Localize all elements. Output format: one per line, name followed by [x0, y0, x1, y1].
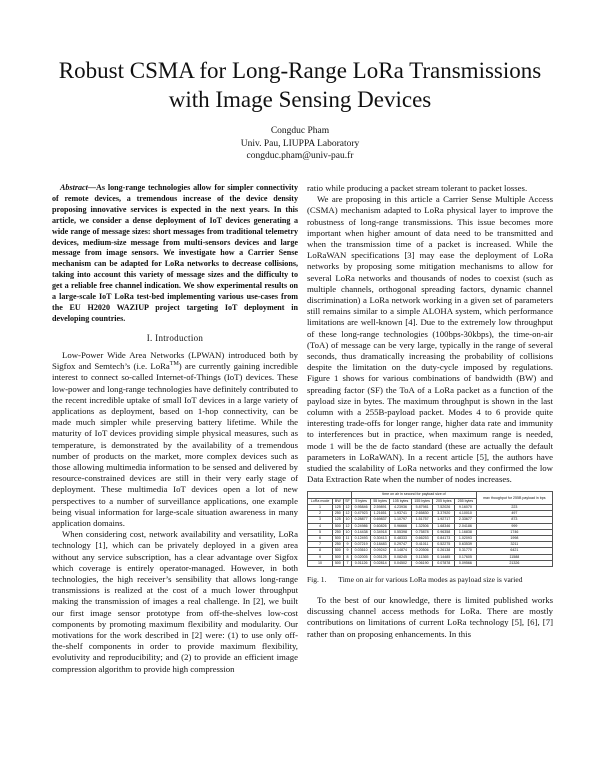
table-cell: 8 [308, 548, 333, 554]
table-cell: 11588 [476, 554, 552, 560]
figure-caption [307, 575, 553, 585]
table-cell: 0.09566 [455, 560, 477, 566]
table-header-cell: LoRa mode [308, 498, 333, 504]
table-cell: 0.48333 [390, 535, 412, 541]
table-cell: 0.18483 [370, 542, 389, 548]
table-cell: 2.65830 [411, 511, 433, 517]
right-paragraph-1: We are proposing in this article a Carrier Sense Multiple Access (CSMA) mechanism adapted to LoRa physical layer to improve the robustness of long-range transmissions. This issue becomes more important when higher amount of data need to be transmitted and when the transmission time of a packet is increased. While the LoRaWAN specifications [3] may ease the deployment of LoRa networks by proposing some mitigation mechanisms to allow for several LoRa networks and thousands of nodes to coexist (such as multiple channels, orthogonal spreading factors, dynamic channel discrimination) a LoRa network working in a given set of parameters still remains similar to a simple ALOHA system, which performance limitations are well-known [4]. Due to the extremely low throughput of these long-range technologies (100bps-30kbps), the time-on-air (ToA) of message can be very large, typically in the range of several seconds, thus dramatically increasing the probability of collisions despite the limitation on the duty-cycle imposed by regulations. Figure 1 shows for various combinations of bandwidth (BW) and spreading factor (SF) the ToA of a LoRa packet as a function of the payload size in bytes. The maximum throughput is shown in the last column with a 255B-payload packet. Modes 4 to 6 provide quite interesting trade-offs for longer range, higher data rate and immunity to interferences but in practice, when maximum range is needed, mode 1 will be the de facto standard (these are actually the default parameters in LoRaWAN). In a recent article [5], the authors have studied the scalability of LoRa networks and they confirmed the low Data Extraction Rate when the number of nodes increases. [307, 194, 553, 485]
table-cell: 0.08245 [390, 554, 412, 560]
table-cell: 0.55398 [390, 529, 412, 535]
author-email: congduc.pham@univ-pau.fr [246, 151, 354, 161]
right-column [307, 183, 553, 640]
table-cell: 0.66253 [411, 535, 433, 541]
table-cell: 500 [333, 548, 343, 554]
table-cell: 0.75878 [411, 529, 433, 535]
table-cell: 0.12493 [352, 535, 371, 541]
author-block [100, 125, 500, 163]
table-cell: 1.92717 [433, 517, 455, 523]
table-cell: 0.84173 [433, 535, 455, 541]
title-line-2: with Image Sensing Devices [168, 87, 432, 112]
table-cell: 125 [333, 517, 343, 523]
table-cell: 250 [333, 511, 343, 517]
intro-paragraph-2: When considering cost, network availability and versatility, LoRa technology [1], which can be privately deployed in a given area without any service subscription, has a clear advantage over Sigfox which coverage is entirely operator-managed. However, in both technologies, the high receiver’s sensibility that allows long-range transmissions is realized at the cost of a much lower throughput making the transmission of images a real challenge. In [2], we built our first image sensor prototype from off-the-shelves low-cost components by promoting maximum flexibility and modularity. Our motivations for the work described in [2] were: (1) to use only off-the-shelf components in order to provide maximum flexibility, evolutivity and reproducibility; and (2) to provide an efficient image compression algorithm to provide high compression [52, 529, 298, 674]
table-cell: 500 [333, 554, 343, 560]
table-cell: 9 [343, 542, 352, 548]
table-row [308, 560, 553, 566]
table-cell: 0.34918 [370, 529, 389, 535]
right-paragraph-2: To the best of our knowledge, there is limited published works discussing channel access methods for LoRa. There are mostly contributions on limitations of current LoRa technology [5], [6], [7] rather than on proposing enhancements. In this [307, 594, 553, 639]
table-cell: 0.03610 [352, 548, 371, 554]
abstract-text: —As long-range technologies allow for simpler connectivity of remote devices, a tremendous increase of the device density proposing innovative services is expected in the next years. In this article, we consider a dense deployment of IoT devices generating a wide range of message sizes: short messages from traditional telemetry devices, medium-size message from multi-sensors devices and large message from image sensors. We investigate how a Carrier Sense mechanism can be adapted for LoRa networks to decrease collisions, taking into account this variety of message sizes and the difficulty to get a reliable free channel indication. We show experimental results on a large-scale IoT LoRa test-bed implementing various use-cases from the EU H2020 WAZIUP project targeting IoT deployment in developing countries. [52, 183, 298, 323]
table-header-cell: 5 bytes [352, 498, 371, 504]
trademark-superscript: TM [169, 361, 179, 368]
table-header-cell: 55 bytes [370, 498, 389, 504]
table-header-cell: SF [343, 498, 352, 504]
table-header-cell: BW [333, 498, 343, 504]
table-cell: 10 [308, 560, 333, 566]
table-cell: 0.96358 [433, 529, 455, 535]
figure-caption-text: Time on air for various LoRa modes as payload size is varied [338, 574, 523, 584]
left-column [52, 183, 298, 675]
table-cell: 223 [476, 504, 552, 510]
table-cell: 0.04502 [390, 560, 412, 566]
table-cell: 10 [343, 517, 352, 523]
table-cell: 2.33677 [455, 517, 477, 523]
table-cell: 7.52026 [433, 504, 455, 510]
table-cell: 0.07878 [433, 560, 455, 566]
table-cell: 12 [343, 504, 352, 510]
table-cell: 0.01126 [352, 560, 371, 566]
table-cell: 0.09242 [370, 548, 389, 554]
table-header-cell: 105 bytes [390, 498, 412, 504]
table-cell: 0.52275 [433, 542, 455, 548]
table-cell: 999 [476, 523, 552, 529]
table-cell: 4.10010 [455, 511, 477, 517]
table-cell: 0.07219 [352, 542, 371, 548]
table-cell: 0.06190 [411, 560, 433, 566]
table-cell: 2.59891 [370, 504, 389, 510]
table-cell: 0.20506 [411, 548, 433, 554]
table-cell: 1.68346 [433, 523, 455, 529]
table-cell: 1998 [476, 535, 552, 541]
table-cell: 7 [308, 542, 333, 548]
figure-caption-label: Fig. 1. [307, 574, 327, 584]
table-cell: 2.04186 [455, 523, 477, 529]
table-cell: 0.14874 [390, 548, 412, 554]
toa-table [307, 491, 553, 566]
table-cell: 0.63539 [455, 542, 477, 548]
table-body [308, 504, 553, 566]
table-cell: 0.30413 [370, 535, 389, 541]
right-paragraph-continuation: ratio while producing a packet stream tolerant to packet losses. [307, 183, 528, 193]
table-cell: 0.11365 [411, 554, 433, 560]
table-cell: 3.37920 [433, 511, 455, 517]
table-cell: 0.02005 [352, 554, 371, 560]
author-name: Congduc Pham [270, 126, 330, 136]
table-cell: 9.16070 [455, 504, 477, 510]
table-cell: 8 [343, 554, 352, 560]
table-header-cell: 205 bytes [433, 498, 455, 504]
author-affiliation: Univ. Pau, LIUPPA Laboratory [240, 138, 360, 149]
table-cell: 0.26138 [433, 548, 455, 554]
table-cell: 1.16838 [455, 529, 477, 535]
table-cell: 10 [343, 529, 352, 535]
abstract [52, 183, 298, 325]
table-cell: 0.17605 [455, 554, 477, 560]
table-cell: 125 [333, 504, 343, 510]
table-cell: 0.31770 [455, 548, 477, 554]
table-cell: 0.96666 [390, 523, 412, 529]
intro-paragraph-1-part-b: ) are currently gaining incredible interest to connect so-called Internet-of-Things (IoT) devices. These low-power and long-range technologies have definitely contributed to the recent incredible uptake of small IoT devices in a large variety of applications as deployment, based on 1-hop connectivity, can be made much simpler while preserving battery lifetime. While the maturity of IoT devices providing simple physical measures, such as temperature, is demonstrated by the availability of a tremendous number of products on the market, more complex devices such as those allowing multimedia information to be sensed and delivered by resource-constrained devices are still in their very early stage of deployment. These multimedia IoT devices open a lot of new perspectives to a number of surveillance applications, one example being visual information for large-scale situation awareness in many application domains. [52, 361, 299, 529]
abstract-label: Abstract [60, 183, 88, 192]
table-cell: 500 [333, 535, 343, 541]
table-cell: 0.02814 [370, 560, 389, 566]
table-cell: 12 [343, 511, 352, 517]
table-cell: 9 [343, 548, 352, 554]
table-cell: 1.32506 [411, 523, 433, 529]
table-cell: 1.10797 [390, 517, 412, 523]
table-cell: 0.28877 [352, 517, 371, 523]
table-cell: 0.14438 [352, 529, 371, 535]
table-cell: 250 [333, 529, 343, 535]
table-cell: 12 [343, 523, 352, 529]
table-cell: 1.02093 [455, 535, 477, 541]
table-cell: 3211 [476, 542, 552, 548]
table-cell: 497 [476, 511, 552, 517]
table-cell: 0.29747 [390, 542, 412, 548]
figure-1 [307, 491, 553, 566]
table-cell: 6 [308, 535, 333, 541]
table-cell: 21326 [476, 560, 552, 566]
table-cell: 3 [308, 517, 333, 523]
table-header-cell: max thoughput for 255B payload in bps [476, 492, 552, 504]
table-cell: 2 [308, 511, 333, 517]
table-cell: 5.87981 [411, 504, 433, 510]
paper-title [20, 56, 580, 114]
intro-paragraph-1 [52, 350, 298, 529]
table-header-cell: 155 bytes [411, 498, 433, 504]
table-cell: 4.23936 [390, 504, 412, 510]
table-cell: 5 [308, 529, 333, 535]
table-cell: 873 [476, 517, 552, 523]
table-cell: 11 [343, 535, 352, 541]
section-heading-introduction: I. Introduction [146, 332, 204, 343]
table-cell: 0.05125 [370, 554, 389, 560]
table-cell: 1746 [476, 529, 552, 535]
table-cell: 250 [333, 542, 343, 548]
table-cell: 500 [333, 560, 343, 566]
table-cell: 1.21651 [370, 511, 389, 517]
table-cell: 6421 [476, 548, 552, 554]
table-header-cell: 255 bytes [455, 498, 477, 504]
table-cell: 1.51757 [411, 517, 433, 523]
table-cell: 4 [308, 523, 333, 529]
table-super-header: time on air in second for payload size of [352, 492, 476, 498]
table-cell: 1.93741 [390, 511, 412, 517]
table-cell: 500 [333, 523, 343, 529]
title-line-1: Robust CSMA for Long-Range LoRa Transmissions [58, 58, 542, 83]
table-cell: 0.14485 [433, 554, 455, 560]
table-cell: 0.60826 [370, 523, 389, 529]
table-cell: 0.69837 [370, 517, 389, 523]
table-cell: 1 [308, 504, 333, 510]
intro-paragraph-1-part-a: Low-Power Wide Area Networks (LPWAN) introduced both by Sigfox and Semtech’s (i.e. LoRa [52, 349, 298, 372]
table-cell: 0.95846 [352, 504, 371, 510]
table-cell: 0.24986 [352, 523, 371, 529]
table-cell: 0.47923 [352, 511, 371, 517]
table-cell: 7 [343, 560, 352, 566]
table-cell: 9 [308, 554, 333, 560]
table-cell: 0.41011 [411, 542, 433, 548]
